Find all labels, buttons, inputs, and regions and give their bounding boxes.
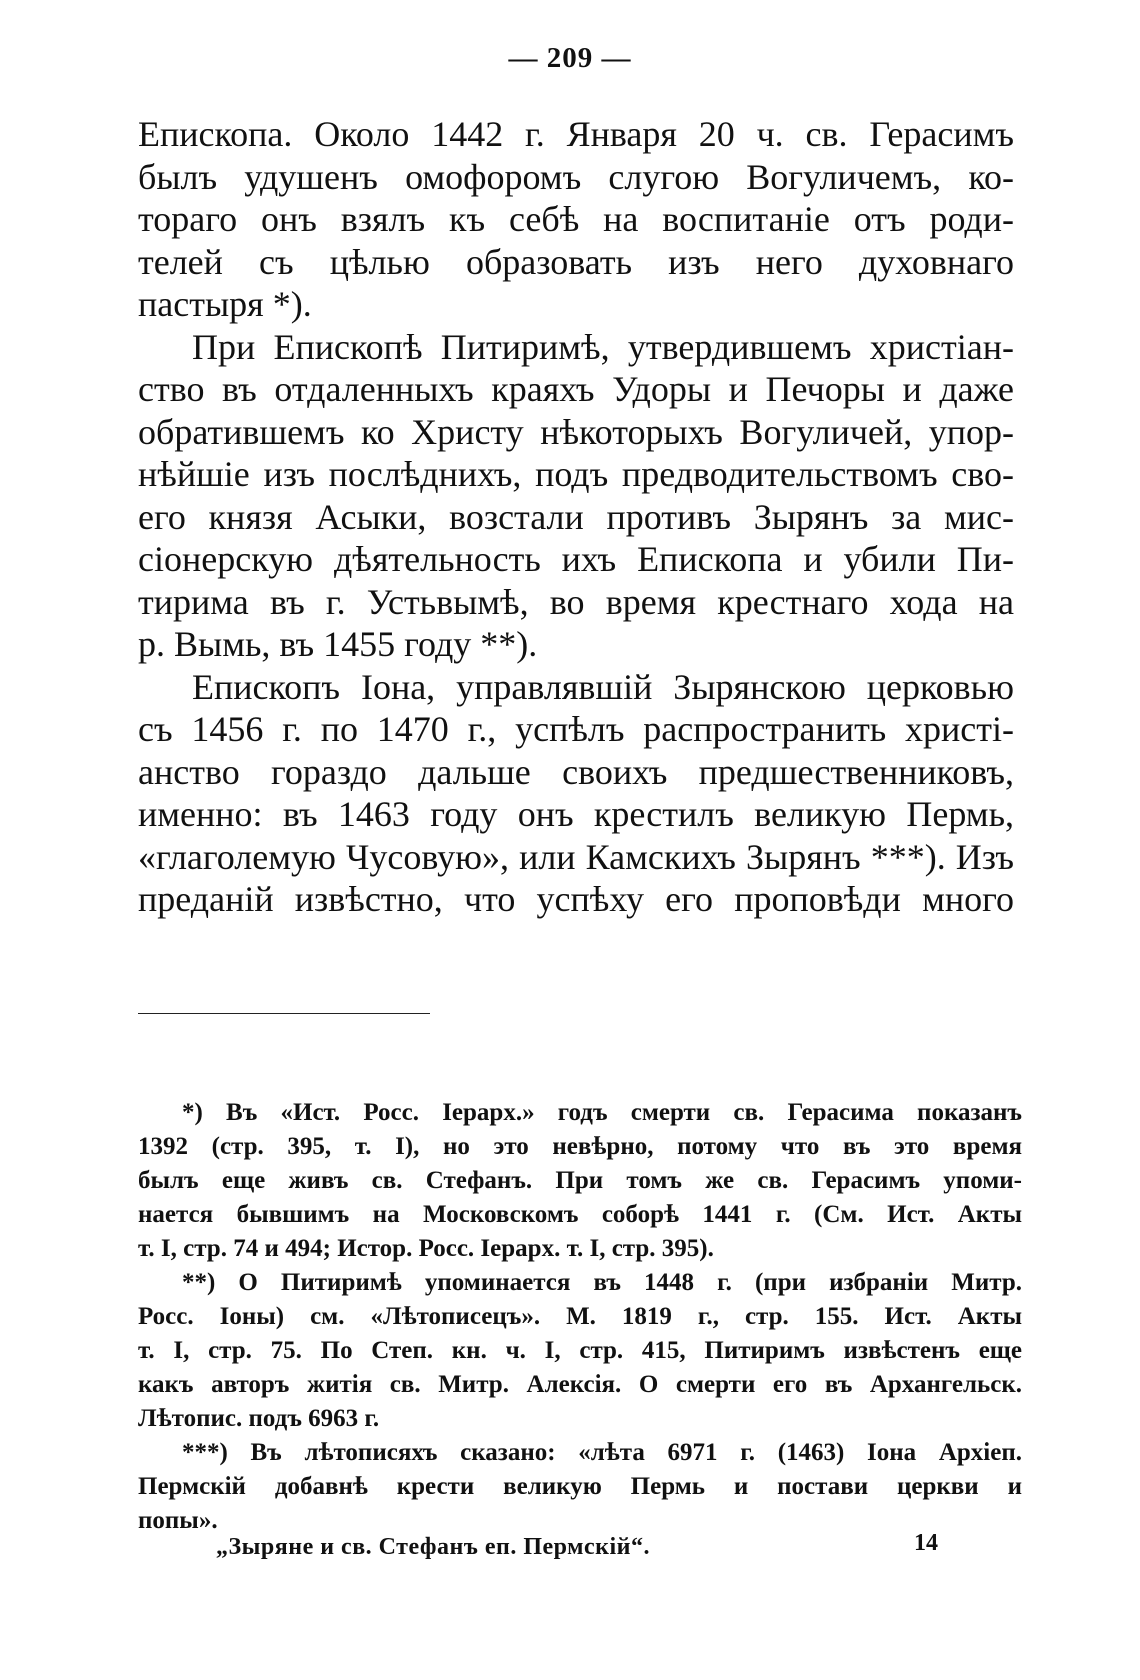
text-line: съ 1456 г. по 1470 г., успѣлъ распространить христі- [138,709,1014,749]
text-line: тораго онъ взялъ къ себѣ на воспитаніе отъ роди- [138,199,1014,239]
footnotes [138,1096,1022,1538]
footnote-line: Росс. Іоны) см. «Лѣтописецъ». М. 1819 г., стр. 155. Ист. Акты [138,1303,1022,1330]
text-line: тирима въ г. Устьвымѣ, во время крестнаго хода на [138,581,1014,622]
text-line: обратившемъ ко Христу нѣкоторыхъ Вогуличей, упор- [138,411,1014,452]
page-number: — 209 — [508,42,632,74]
text-line: его князя Асыки, возстали противъ Зырянъ за мис- [138,496,1014,537]
text-line: ство въ отдаленныхъ краяхъ Удоры и Печоры и даже [138,369,1014,409]
footnote-divider [138,1013,430,1014]
printer-signature-number: 14 [914,1530,938,1556]
footnote-line: т. I, стр. 74 и 494; Истор. Росс. Іерарх. т. I, стр. 395). [138,1235,714,1262]
footnote-3 [138,1436,1022,1538]
text-line: Епископа. Около 1442 г. Января 20 ч. св. Герасимъ [138,114,1014,154]
text-line: телей съ цѣлью образовать изъ него духовнаго [138,241,1014,282]
footnote-line: Пермскій добавнѣ крести великую Пермь и постави церкви и [138,1473,1022,1500]
text-line: пастыря *). [138,284,312,324]
footnote-2 [138,1266,1022,1436]
text-line: При Епископѣ Питиримѣ, утвердившемъ христіан- [192,326,1014,367]
footnote-line: попы». [138,1507,218,1534]
footnote-line: Лѣтопис. подъ 6963 г. [138,1405,380,1432]
text-line: р. Вымь, въ 1455 году **). [138,624,538,664]
text-line: «глаголемую Чусовую», или Камскихъ Зырянъ ***). Изъ [138,836,1014,877]
footnote-1 [138,1096,1022,1266]
paragraph-3 [138,666,1014,921]
text-line: анство гораздо дальше своихъ предшественниковъ, [138,751,1014,792]
printer-signature-title: „Зыряне и св. Стефанъ еп. Пермскій“. [216,1534,650,1560]
text-line: былъ удушенъ омофоромъ слугою Вогуличемъ, ко- [138,156,1014,197]
text-line: именно: въ 1463 году онъ крестилъ великую Пермь, [138,794,1014,834]
footnote-line: былъ еще живъ св. Стефанъ. При томъ же св. Герасимъ упоми- [138,1167,1022,1194]
footnote-line: какъ авторъ житія св. Митр. Алексія. О смерти его въ Архангельск. [138,1371,1022,1398]
footnote-line: нается бывшимъ на Московскомъ соборѣ 1441 г. (См. Ист. Акты [138,1201,1022,1228]
footnote-line: 1392 (стр. 395, т. I), но это невѣрно, потому что въ это время [138,1133,1022,1160]
text-line: нѣйшіе изъ послѣднихъ, подъ предводительствомъ сво- [138,454,1014,494]
text-line: сіонерскую дѣятельность ихъ Епископа и убили Пи- [138,539,1014,579]
footnote-line: *) Въ «Ист. Росс. Іерарх.» годъ смерти св. Герасима показанъ [182,1099,1022,1126]
text-line: преданій извѣстно, что успѣху его проповѣди много [138,879,1014,919]
text-line: Епископъ Іона, управлявшій Зырянскою церковью [192,666,1014,707]
main-text [138,113,1014,921]
paragraph-2 [138,326,1014,666]
footnote-line: ***) Въ лѣтописяхъ сказано: «лѣта 6971 г. (1463) Іона Архіеп. [182,1439,1022,1466]
footnote-line: т. I, стр. 75. По Степ. кн. ч. I, стр. 415, Питиримъ извѣстенъ еще [138,1337,1022,1364]
paragraph-1 [138,113,1014,326]
footnote-line: **) О Питиримѣ упоминается въ 1448 г. (при избраніи Митр. [182,1269,1022,1296]
